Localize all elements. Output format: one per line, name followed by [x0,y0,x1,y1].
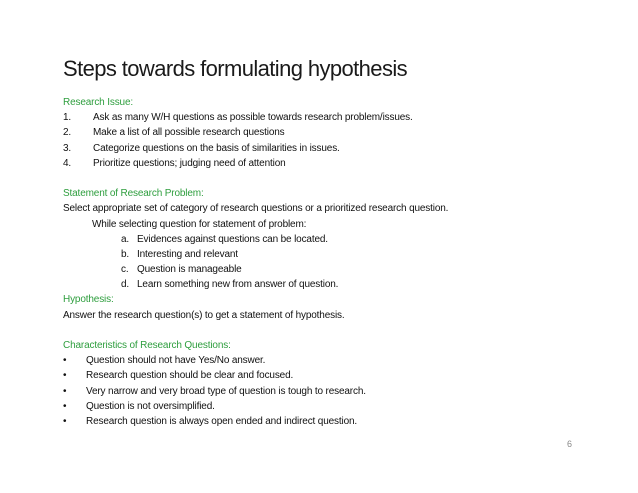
hypothesis-heading: Hypothesis: [63,294,114,306]
bullet-icon: • [63,355,67,367]
list-number: 3. [63,142,72,154]
bullet-item [63,384,603,399]
list-item [63,262,603,277]
list-letter: c. [121,264,129,276]
hypothesis-text: Answer the research question(s) to get a statement of hypothesis. [63,309,345,321]
list-text: Question is manageable [137,264,242,276]
list-item [63,141,603,156]
statement-subline: While selecting question for statement of problem: [92,218,307,230]
bullet-text: Research question is always open ended and indirect question. [86,415,358,427]
list-number: 2. [63,127,72,139]
slide-title: Steps towards formulating hypothesis [63,56,408,81]
bullet-item [63,414,603,429]
list-text: Interesting and relevant [137,248,238,260]
bullet-item [63,399,603,414]
characteristics-heading: Characteristics of Research Questions: [63,340,231,351]
bullet-item [63,368,603,383]
list-text: Ask as many W/H questions as possible towards research problem/issues. [93,112,413,124]
bullet-text: Question is not oversimplified. [86,400,215,412]
bullet-icon: • [63,370,67,382]
list-item [63,125,603,140]
list-text: Make a list of all possible research questions [93,127,285,139]
list-item [63,110,603,125]
list-text: Evidences against questions can be located. [137,233,328,245]
list-letter: b. [121,248,130,260]
statement-line: Select appropriate set of category of research questions or a prioritized research question. [63,203,449,215]
list-text: Categorize questions on the basis of similarities in issues. [93,142,340,154]
statement-heading: Statement of Research Problem: [63,188,204,200]
bullet-text: Research question should be clear and focused. [86,370,294,382]
bullet-icon: • [63,415,67,427]
bullet-text: Very narrow and very broad type of question is tough to research. [86,385,366,397]
bullet-icon: • [63,385,67,397]
spacer [63,323,603,338]
research-issue-heading: Research Issue: [63,97,134,108]
list-item [63,156,603,171]
page-number: 6 [567,439,573,449]
slide-body [63,95,603,429]
bullet-text: Question should not have Yes/No answer. [86,355,266,367]
list-item [63,247,603,262]
list-text: Prioritize questions; judging need of attention [93,157,286,169]
spacer [63,171,603,186]
list-item [63,232,603,247]
list-item [63,277,603,292]
list-letter: a. [121,233,130,245]
bullet-item [63,353,603,368]
list-letter: d. [121,279,130,291]
list-number: 4. [63,157,72,169]
list-text: Learn something new from answer of question. [137,279,339,291]
bullet-icon: • [63,400,67,412]
list-number: 1. [63,112,72,124]
